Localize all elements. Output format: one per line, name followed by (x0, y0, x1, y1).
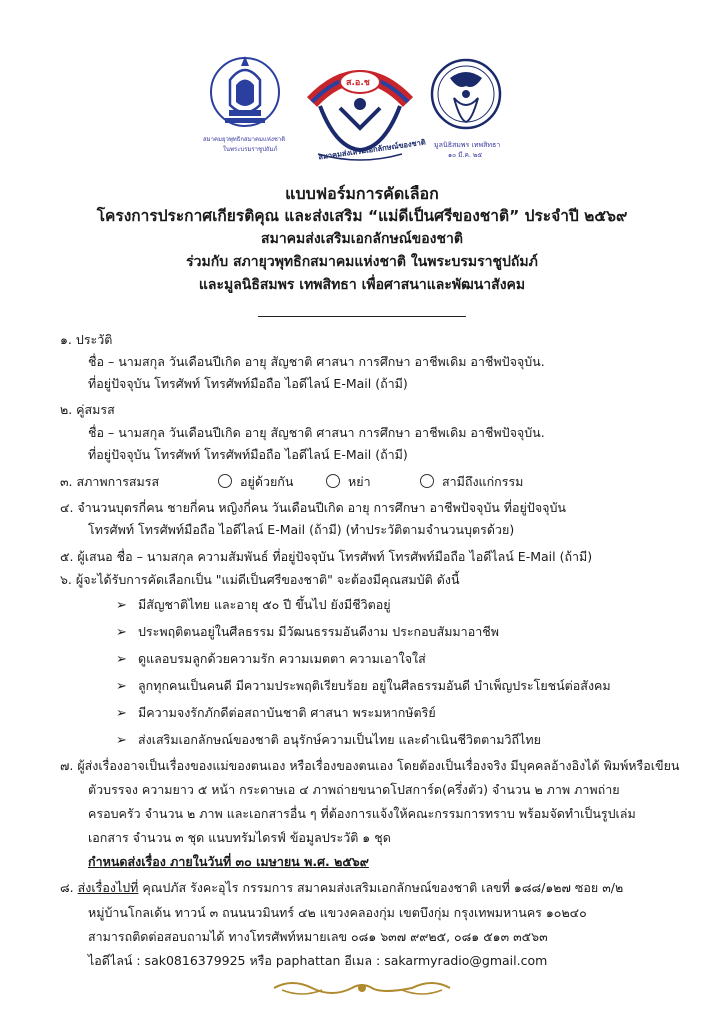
section-8-line-1 (60, 878, 623, 898)
qualification-text: ประพฤติตนอยู่ในศีลธรรม มีวัฒนธรรมอันดีงาม ประกอบสัมมาอาชีพ (138, 624, 499, 639)
qualification-item (116, 649, 426, 670)
section-2-line-1: ชื่อ – นามสกุล วันเดือนปีเกิด อายุ สัญชาติ ศาสนา การศึกษา อาชีพเดิม อาชีพปัจจุบัน. (88, 425, 545, 440)
temple-seal-caption-2: ในพระบรมราชูปถัมภ์ (223, 146, 278, 153)
qualification-item (116, 676, 611, 697)
radio-divorced-label: หย่า (348, 474, 371, 489)
marital-option-together[interactable] (218, 472, 293, 492)
qualification-item (116, 622, 499, 643)
section-2-line-2: ที่อยู่ปัจจุบัน โทรศัพท์ โทรศัพท์มือถือ ไอดีไลน์ E-Mail (ถ้ามี) (88, 447, 408, 462)
footer-ornament (272, 978, 452, 1002)
section-8-phone: สามารถติดต่อสอบถามได้ ทางโทรศัพท์หมายเลข ๐๘๑ ๖๓๗ ๙๙๒๕, ๐๘๑ ๕๑๓ ๓๕๖๓ (88, 929, 548, 944)
section-4-line-2: โทรศัพท์ โทรศัพท์มือถือ ไอดีไลน์ E-Mail (ถ้ามี) (ทำประวัติตามจำนวนบุตรด้วย) (88, 522, 515, 537)
qualification-item (116, 730, 541, 751)
form-title: แบบฟอร์มการคัดเลือก (285, 184, 439, 203)
section-8-label: ส่งเรื่องไปที่ (77, 880, 139, 895)
section-1-heading: ๑. ประวัติ (60, 332, 113, 347)
header-divider (258, 316, 466, 317)
section-7-line-3: ครอบครัว จำนวน ๒ ภาพ และเอกสารอื่น ๆ ที่ต้องการแจ้งให้คณะกรรมการทราบ พร้อมจัดทำเป็นรูปเล่ม (88, 806, 636, 821)
association-abbrev: ส.อ.ช (346, 78, 370, 88)
temple-seal-caption-1: สมาคมยุวพุทธิกสมาคมแห่งชาติ (203, 136, 286, 143)
foundation-logo (428, 56, 504, 159)
association-logo (306, 58, 427, 162)
foundation-caption-2: ๑๐ มี.ค. ๒๕ (448, 151, 483, 159)
radio-widowed[interactable] (420, 474, 434, 488)
section-3-heading: ๓. สภาพการสมรส (60, 474, 160, 489)
form-header (0, 182, 724, 297)
radio-widowed-label: สามีถึงแก่กรรม (442, 474, 524, 489)
radio-divorced[interactable] (326, 474, 340, 488)
section-7-line-2: ตัวบรรจง ความยาว ๕ หน้า กระดาษเอ ๔ ภาพถ่ายขนาดโปสการ์ด(ครึ่งตัว) จำนวน ๒ ภาพ ภาพถ่าย (88, 782, 620, 797)
arrow-bullet-icon: ➢ (116, 733, 127, 748)
organizer-line: สมาคมส่งเสริมเอกลักษณ์ของชาติ (261, 231, 463, 247)
logo-bar (0, 50, 724, 162)
section-6-heading: ๖. ผู้จะได้รับการคัดเลือกเป็น "แม่ดีเป็นศรีของชาติ" จะต้องมีคุณสมบัติ ดังนี้ (60, 572, 460, 587)
section-8-address: หมู่บ้านโกลเด้น ทาวน์ ๓ ถนนนวมินทร์ ๔๒ แขวงคลองกุ่ม เขตบึงกุ่ม กรุงเทพมหานคร ๑๐๒๔๐ (88, 905, 587, 920)
section-2-heading: ๒. คู่สมรส (60, 402, 115, 417)
arrow-bullet-icon: ➢ (116, 625, 127, 640)
section-1-line-1: ชื่อ – นามสกุล วันเดือนปีเกิด อายุ สัญชาติ ศาสนา การศึกษา อาชีพเดิม อาชีพปัจจุบัน. (88, 354, 545, 369)
section-8-number: ๘. (60, 880, 74, 895)
section-5-line-1: ๕. ผู้เสนอ ชื่อ – นามสกุล ความสัมพันธ์ ที่อยู่ปัจจุบัน โทรศัพท์ โทรศัพท์มือถือ ไอดีไลน์ E-Mail (ถ้ามี) (60, 549, 593, 564)
section-8-contact: ไอดีไลน์ : sak0816379925 หรือ paphattan อีเมล : sakarmyradio@gmail.com (88, 953, 548, 968)
qualification-text: ลูกทุกคนเป็นคนดี มีความประพฤติเรียบร้อย อยู่ในศีลธรรมอันดี บำเพ็ญประโยชน์ต่อสังคม (138, 678, 611, 693)
arrow-bullet-icon: ➢ (116, 652, 127, 667)
section-7-line-4: เอกสาร จำนวน ๓ ชุด แนบทรัมไดรฟ์ ข้อมูลประวัติ ๑ ชุด (88, 830, 391, 845)
section-8-recipient: คุณปภัส รังคะอุไร กรรมการ สมาคมส่งเสริมเอกลักษณ์ของชาติ เลขที่ ๑๘๘/๑๒๗ ซอย ๓/๒ (138, 880, 624, 895)
radio-together[interactable] (218, 474, 232, 488)
section-4-line-1: ๔. จำนวนบุตรกี่คน ชายกี่คน หญิงกี่คน วันเดือนปีเกิด อายุ การศึกษา อาชีพปัจจุบัน ที่อยู่ปัจจุบัน (60, 500, 566, 515)
temple-seal-logo (203, 50, 286, 153)
foundation-caption-1: มูลนิธิสมพร เทพสิทธา (434, 141, 501, 149)
association-arc-text: สมาคมส่งเสริมเอกลักษณ์ของชาติ (317, 137, 427, 162)
arrow-bullet-icon: ➢ (116, 706, 127, 721)
qualification-text: ดูแลอบรมลูกด้วยความรัก ความเมตตา ความเอาใจใส่ (138, 651, 426, 666)
qualification-item (116, 595, 391, 616)
qualification-text: มีสัญชาติไทย และอายุ ๕๐ ปี ขึ้นไป ยังมีชีวิตอยู่ (138, 597, 391, 612)
section-7-line-1: ๗. ผู้ส่งเรื่องอาจเป็นเรื่องของแม่ของตนเอง หรือเรื่องของตนเอง โดยต้องเป็นเรื่องจริง มีบุคคลอ้างอิงได้ พิมพ์หรือเขียน (60, 758, 680, 773)
partner-line: ร่วมกับ สภายุวพุทธิกสมาคมแห่งชาติ ในพระบรมราชูปถัมภ์ (186, 254, 538, 270)
marital-option-widowed[interactable] (420, 472, 523, 492)
arrow-bullet-icon: ➢ (116, 598, 127, 613)
project-title: โครงการประกาศเกียรติคุณ และส่งเสริม “แม่ดีเป็นศรีของชาติ” ประจำปี ๒๕๖๙ (96, 207, 628, 225)
marital-option-divorced[interactable] (326, 472, 371, 492)
section-1-line-2: ที่อยู่ปัจจุบัน โทรศัพท์ โทรศัพท์มือถือ ไอดีไลน์ E-Mail (ถ้ามี) (88, 376, 408, 391)
arrow-bullet-icon: ➢ (116, 679, 127, 694)
qualification-text: มีความจงรักภักดีต่อสถาบันชาติ ศาสนา พระมหากษัตริย์ (138, 705, 436, 720)
foundation-line: และมูลนิธิสมพร เทพสิทธา เพื่อศาสนาและพัฒนาสังคม (198, 277, 526, 293)
radio-together-label: อยู่ด้วยกัน (240, 474, 294, 489)
qualification-text: ส่งเสริมเอกลักษณ์ของชาติ อนุรักษ์ความเป็นไทย และดำเนินชีวิตตามวิถีไทย (138, 732, 541, 747)
qualification-item (116, 703, 436, 724)
submission-deadline: กำหนดส่งเรื่อง ภายในวันที่ ๓๐ เมษายน พ.ศ. ๒๕๖๙ (88, 854, 369, 869)
